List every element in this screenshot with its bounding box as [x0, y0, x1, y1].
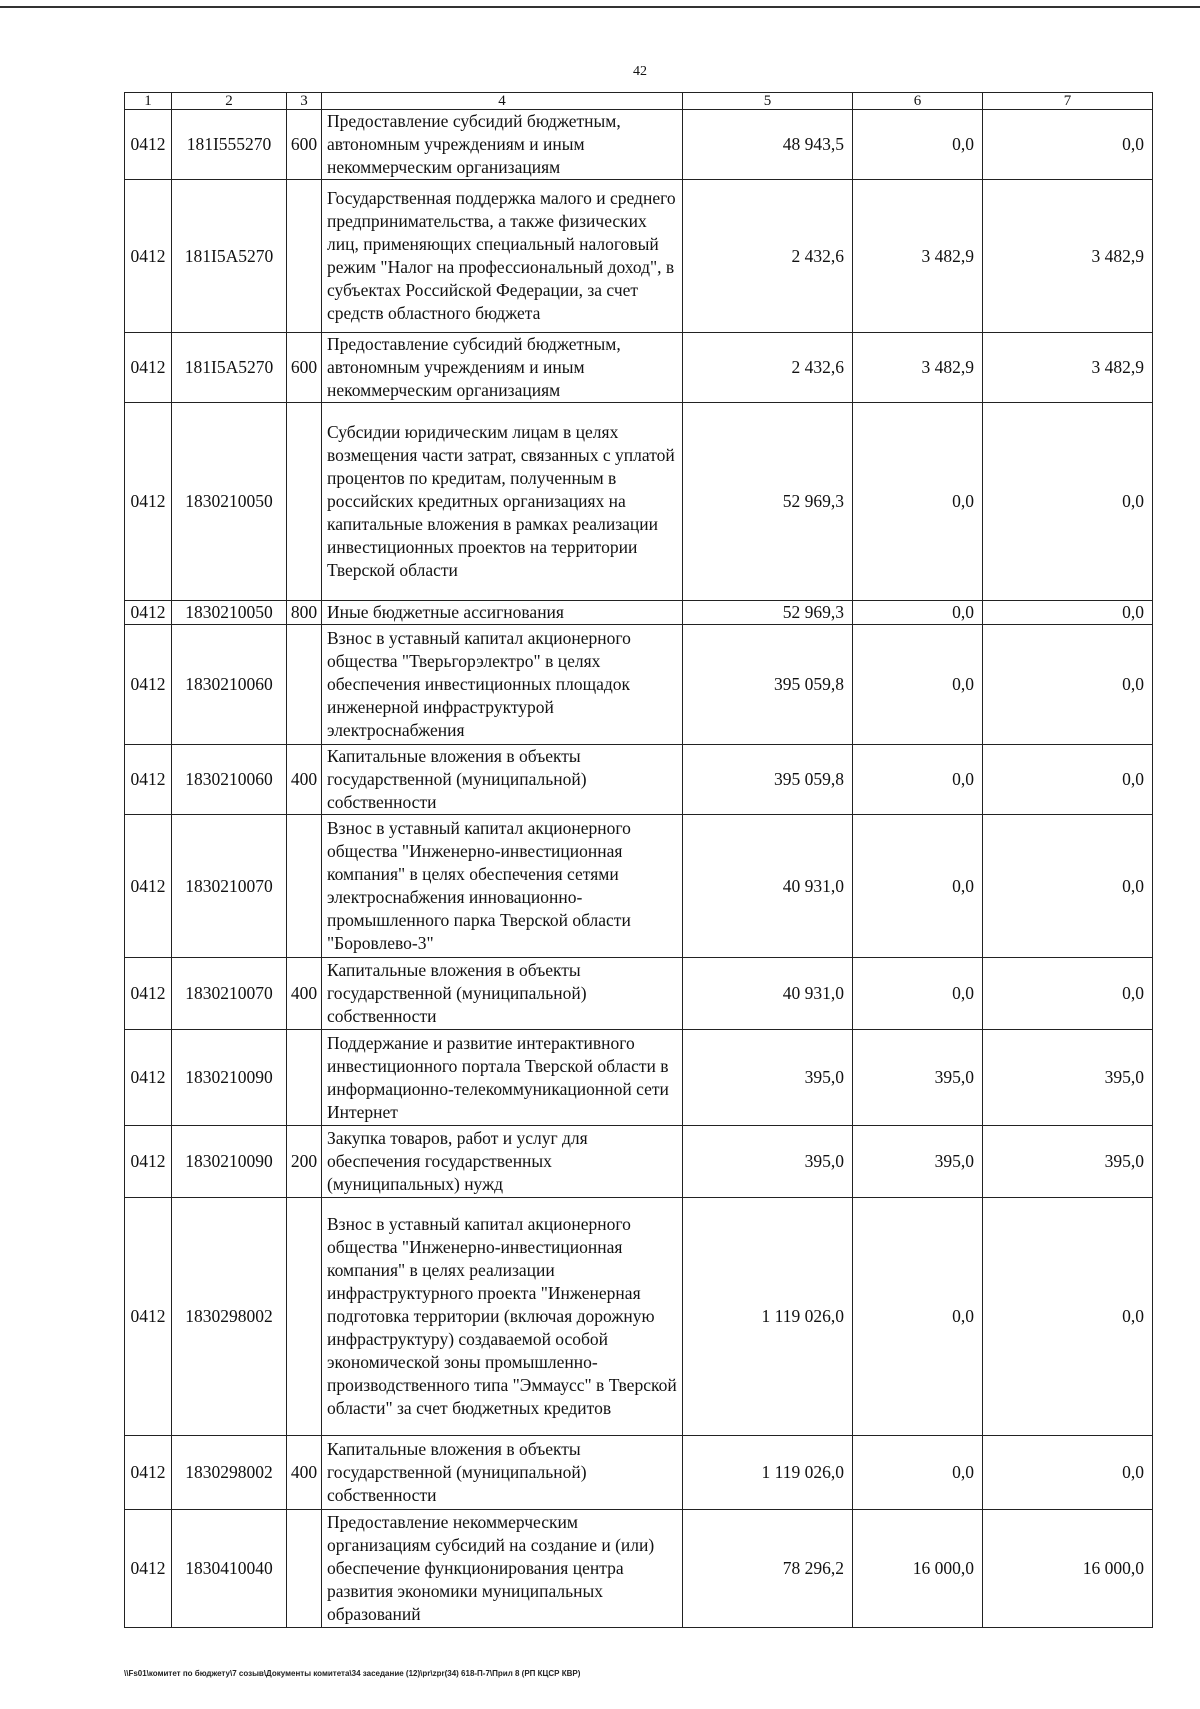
- table-row: [125, 333, 1153, 403]
- target-article-code: 1830298002: [172, 1198, 287, 1436]
- target-article-code: 1830210090: [172, 1126, 287, 1198]
- amount-col5: 395,0: [683, 1126, 853, 1198]
- table-row: [125, 180, 1153, 333]
- expense-type-code: [287, 1510, 322, 1628]
- amount-col7: 0,0: [983, 110, 1153, 180]
- table-row: [125, 110, 1153, 180]
- expense-type-code: [287, 1198, 322, 1436]
- section-code: 0412: [125, 1126, 172, 1198]
- table-row: [125, 815, 1153, 958]
- section-code: 0412: [125, 1030, 172, 1126]
- amount-col6: 0,0: [853, 958, 983, 1030]
- column-header: 4: [322, 93, 683, 110]
- amount-col6: 0,0: [853, 625, 983, 745]
- table-row: [125, 958, 1153, 1030]
- expense-type-code: 200: [287, 1126, 322, 1198]
- amount-col5: 52 969,3: [683, 601, 853, 625]
- target-article-code: 1830210050: [172, 403, 287, 601]
- amount-col5: 2 432,6: [683, 180, 853, 333]
- amount-col5: 48 943,5: [683, 110, 853, 180]
- amount-col6: 0,0: [853, 815, 983, 958]
- target-article-code: 181I555270: [172, 110, 287, 180]
- amount-col5: 52 969,3: [683, 403, 853, 601]
- amount-col7: 0,0: [983, 1436, 1153, 1510]
- amount-col6: 0,0: [853, 110, 983, 180]
- table-row: [125, 403, 1153, 601]
- expense-type-code: [287, 815, 322, 958]
- section-code: 0412: [125, 180, 172, 333]
- target-article-code: 1830210060: [172, 745, 287, 815]
- target-article-code: 181I5A5270: [172, 180, 287, 333]
- row-description: Взнос в уставный капитал акционерного общества "Тверьгорэлектро" в целях обеспечения инвестиционных площадок инженерной инфраструктурой электроснабжения: [322, 625, 683, 745]
- amount-col6: 395,0: [853, 1126, 983, 1198]
- section-code: 0412: [125, 1510, 172, 1628]
- amount-col7: 0,0: [983, 601, 1153, 625]
- target-article-code: 1830210050: [172, 601, 287, 625]
- row-description: Предоставление субсидий бюджетным, автономным учреждениям и иным некоммерческим организациям: [322, 333, 683, 403]
- target-article-code: 1830298002: [172, 1436, 287, 1510]
- amount-col6: 3 482,9: [853, 180, 983, 333]
- amount-col6: 0,0: [853, 745, 983, 815]
- section-code: 0412: [125, 601, 172, 625]
- amount-col7: 16 000,0: [983, 1510, 1153, 1628]
- row-description: Взнос в уставный капитал акционерного общества "Инженерно-инвестиционная компания" в целях обеспечения сетями электроснабжения инновационно-промышленного парка Тверской области "Боровлево-3": [322, 815, 683, 958]
- target-article-code: 1830210060: [172, 625, 287, 745]
- expense-type-code: 400: [287, 1436, 322, 1510]
- amount-col6: 3 482,9: [853, 333, 983, 403]
- target-article-code: 181I5A5270: [172, 333, 287, 403]
- row-description: Субсидии юридическим лицам в целях возмещения части затрат, связанных с уплатой процентов по кредитам, полученным в российских кредитных организациях на капитальные вложения в рамках реализации инвестиционных проектов на территории Тверской области: [322, 403, 683, 601]
- section-code: 0412: [125, 403, 172, 601]
- table-header: [125, 93, 1153, 110]
- section-code: 0412: [125, 110, 172, 180]
- table-row: [125, 745, 1153, 815]
- target-article-code: 1830210090: [172, 1030, 287, 1126]
- amount-col6: 0,0: [853, 1198, 983, 1436]
- expense-type-code: [287, 403, 322, 601]
- row-description: Иные бюджетные ассигнования: [322, 601, 683, 625]
- budget-table: [124, 92, 1153, 1628]
- expense-type-code: 400: [287, 958, 322, 1030]
- section-code: 0412: [125, 333, 172, 403]
- amount-col5: 395 059,8: [683, 625, 853, 745]
- column-header: 7: [983, 93, 1153, 110]
- table-row: [125, 1436, 1153, 1510]
- section-code: 0412: [125, 625, 172, 745]
- expense-type-code: 800: [287, 601, 322, 625]
- amount-col6: 16 000,0: [853, 1510, 983, 1628]
- amount-col7: 0,0: [983, 958, 1153, 1030]
- amount-col7: 0,0: [983, 403, 1153, 601]
- row-description: Капитальные вложения в объекты государственной (муниципальной) собственности: [322, 1436, 683, 1510]
- section-code: 0412: [125, 745, 172, 815]
- section-code: 0412: [125, 815, 172, 958]
- column-header: 5: [683, 93, 853, 110]
- amount-col7: 0,0: [983, 1198, 1153, 1436]
- column-header: 6: [853, 93, 983, 110]
- page-number: 42: [633, 64, 647, 79]
- table-row: [125, 1510, 1153, 1628]
- amount-col5: 1 119 026,0: [683, 1198, 853, 1436]
- amount-col6: 0,0: [853, 601, 983, 625]
- column-header: 1: [125, 93, 172, 110]
- amount-col7: 0,0: [983, 625, 1153, 745]
- amount-col5: 395,0: [683, 1030, 853, 1126]
- section-code: 0412: [125, 1198, 172, 1436]
- amount-col5: 395 059,8: [683, 745, 853, 815]
- expense-type-code: [287, 1030, 322, 1126]
- section-code: 0412: [125, 1436, 172, 1510]
- amount-col6: 395,0: [853, 1030, 983, 1126]
- amount-col7: 395,0: [983, 1030, 1153, 1126]
- table-row: [125, 625, 1153, 745]
- amount-col5: 78 296,2: [683, 1510, 853, 1628]
- row-description: Государственная поддержка малого и среднего предпринимательства, а также физических лиц, применяющих специальный налоговый режим "Налог на профессиональный доход", в субъектах Российской Федерации, за счет средств областного бюджета: [322, 180, 683, 333]
- expense-type-code: 600: [287, 110, 322, 180]
- row-description: Поддержание и развитие интерактивного инвестиционного портала Тверской области в информационно-телекоммуникационной сети Интернет: [322, 1030, 683, 1126]
- expense-type-code: 400: [287, 745, 322, 815]
- amount-col7: 0,0: [983, 815, 1153, 958]
- table-body: [125, 110, 1153, 1628]
- header-row: [125, 93, 1153, 110]
- column-header: 2: [172, 93, 287, 110]
- target-article-code: 1830210070: [172, 815, 287, 958]
- scan-top-rule: [0, 6, 1200, 8]
- column-header: 3: [287, 93, 322, 110]
- table-row: [125, 601, 1153, 625]
- amount-col5: 2 432,6: [683, 333, 853, 403]
- amount-col5: 40 931,0: [683, 815, 853, 958]
- row-description: Взнос в уставный капитал акционерного общества "Инженерно-инвестиционная компания" в целях реализации инфраструктурного проекта "Инженерная подготовка территории (включая дорожную инфраструктуру) создаваемой особой экономической зоны промышленно-производственного типа "Эммаусс" в Тверской области" за счет бюджетных кредитов: [322, 1198, 683, 1436]
- amount-col7: 3 482,9: [983, 180, 1153, 333]
- row-description: Капитальные вложения в объекты государственной (муниципальной) собственности: [322, 958, 683, 1030]
- file-path-footer: \\Fs01\комитет по бюджету\7 созыв\Документы комитета\34 заседание (12)\pr\zpr(34) 618-П-7\Прил 8 (РП КЦСР КВР): [124, 1669, 581, 1678]
- amount-col7: 3 482,9: [983, 333, 1153, 403]
- row-description: Предоставление некоммерческим организациям субсидий на создание и (или) обеспечение функционирования центра развития экономики муниципальных образований: [322, 1510, 683, 1628]
- amount-col5: 1 119 026,0: [683, 1436, 853, 1510]
- target-article-code: 1830410040: [172, 1510, 287, 1628]
- row-description: Закупка товаров, работ и услуг для обеспечения государственных (муниципальных) нужд: [322, 1126, 683, 1198]
- table-row: [125, 1030, 1153, 1126]
- section-code: 0412: [125, 958, 172, 1030]
- row-description: Капитальные вложения в объекты государственной (муниципальной) собственности: [322, 745, 683, 815]
- table-row: [125, 1126, 1153, 1198]
- amount-col5: 40 931,0: [683, 958, 853, 1030]
- expense-type-code: 600: [287, 333, 322, 403]
- amount-col7: 395,0: [983, 1126, 1153, 1198]
- table-row: [125, 1198, 1153, 1436]
- expense-type-code: [287, 180, 322, 333]
- row-description: Предоставление субсидий бюджетным, автономным учреждениям и иным некоммерческим организациям: [322, 110, 683, 180]
- amount-col6: 0,0: [853, 1436, 983, 1510]
- expense-type-code: [287, 625, 322, 745]
- target-article-code: 1830210070: [172, 958, 287, 1030]
- amount-col6: 0,0: [853, 403, 983, 601]
- amount-col7: 0,0: [983, 745, 1153, 815]
